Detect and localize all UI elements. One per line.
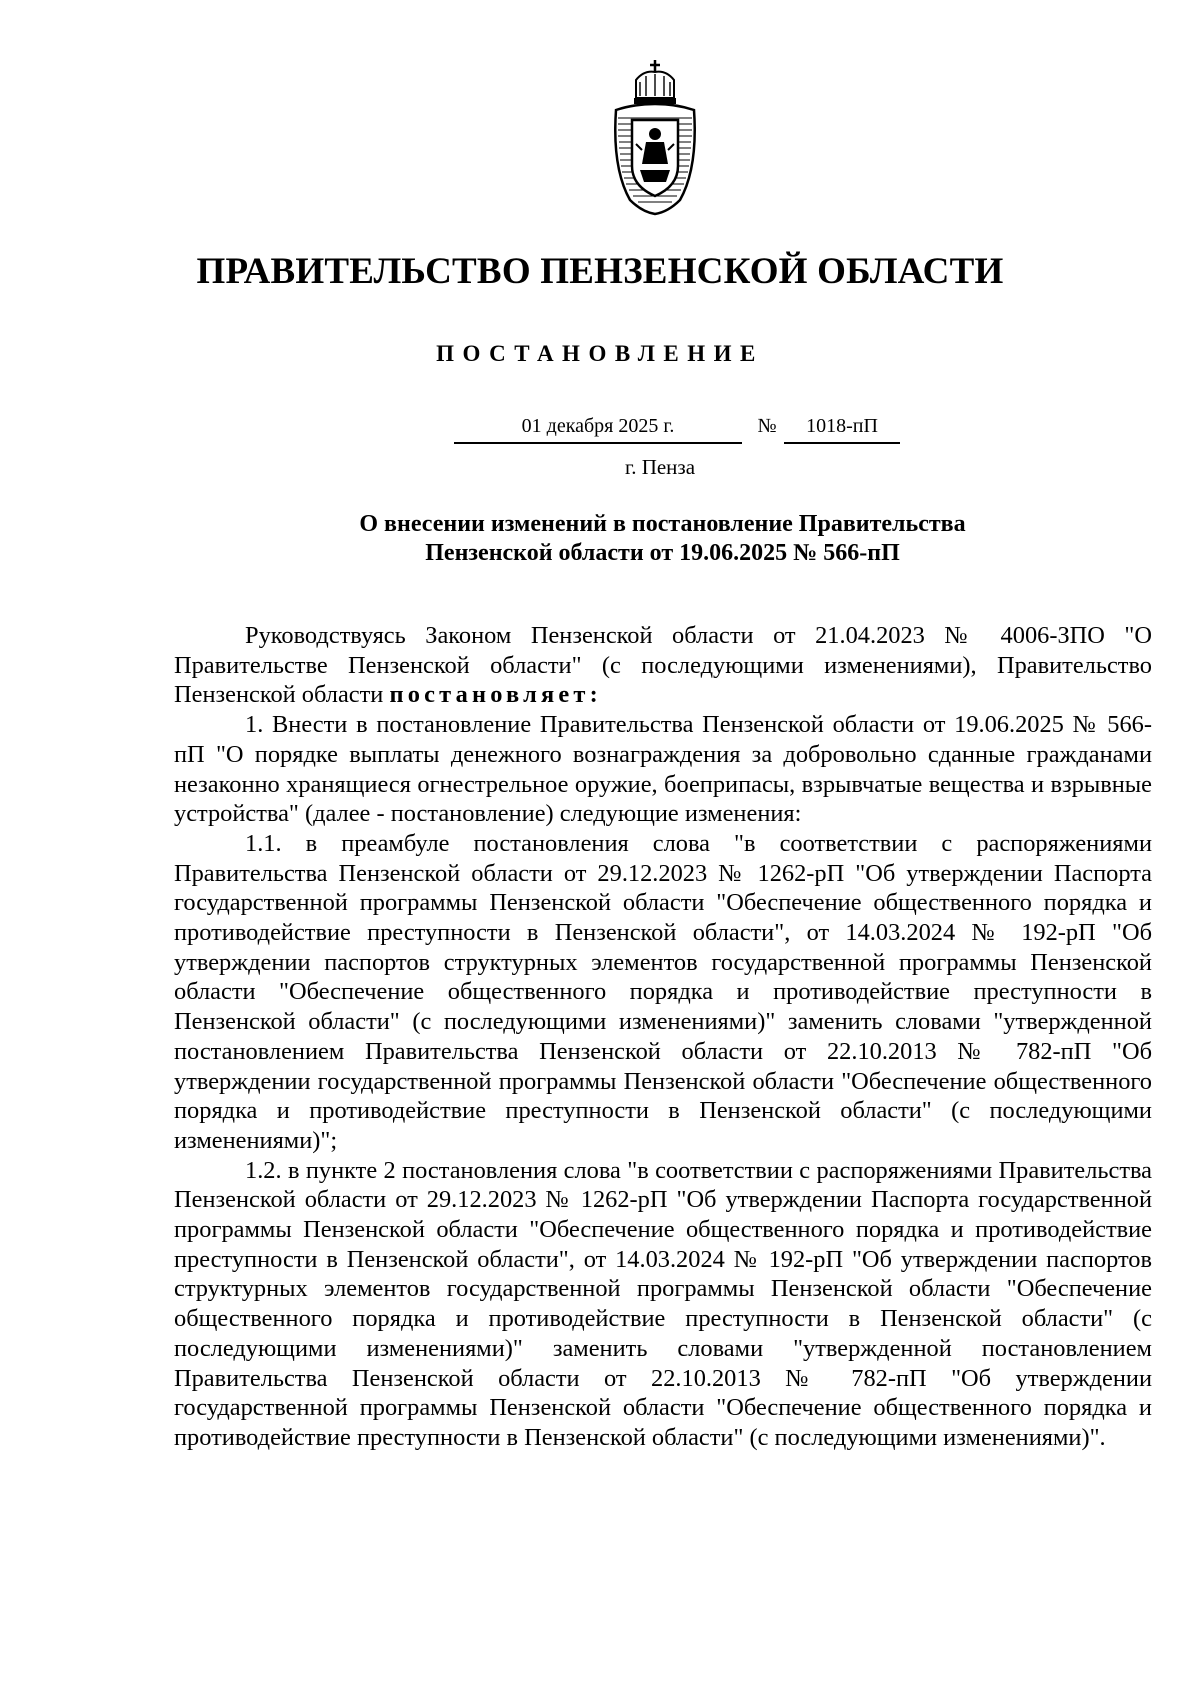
coat-of-arms-icon [606, 58, 704, 216]
organization-title: ПРАВИТЕЛЬСТВО ПЕНЗЕНСКОЙ ОБЛАСТИ [196, 251, 1004, 292]
item-1: 1. Внести в постановление Правительства Пензенской области от 19.06.2025 № 566-пП "О порядке выплаты денежного вознаграждения за добровольно сданные гражданами незаконно хранящиеся огнестрельное оружие, боеприпасы, взрывчатые вещества и взрывные устройства" (далее - постановление) следующие изменения: [174, 711, 1152, 828]
document-subject [290, 510, 1035, 568]
preamble-text: Руководствуясь Законом Пензенской области от 21.04.2023 № 4006-ЗПО "О Правительстве Пензенской области" (с последующими изменениями), Правительство Пензенской области [174, 622, 1152, 709]
decree-word: постановляет: [389, 681, 602, 709]
number-sign: № [757, 415, 777, 437]
item-1-2: 1.2. в пункте 2 постановления слова "в соответствии с распоряжениями Правительства Пензенской области от 29.12.2023 № 1262-рП "Об утверждении Паспорта государственной программы Пензенской области "Обеспечение общественного порядка и противодействие преступности в Пензенской области", от 14.03.2024 № 192-рП "Об утверждении паспортов структурных элементов государственной программы Пензенской области "Обеспечение общественного порядка и противодействие преступности в Пензенской области" (с последующими изменениями)" заменить словами "утвержденной постановлением Правительства Пензенской области от 22.10.2013 № 782-пП "Об утверждении государственной программы Пензенской области "Обеспечение общественного порядка и противодействие преступности в Пензенской области" (с последующими изменениями)". [174, 1156, 1152, 1451]
subject-line-2: Пензенской области от 19.06.2025 № 566-пП [425, 540, 900, 566]
document-date: 01 декабря 2025 г. [454, 414, 742, 444]
date-number-line [454, 414, 900, 446]
item-1-1: 1.1. в преамбуле постановления слова "в соответствии с распоряжениями Правительства Пензенской области от 29.12.2023 № 1262-рП "Об утверждении Паспорта государственной программы Пензенской области "Обеспечение общественного порядка и противодействие преступности в Пензенской области", от 14.03.2024 № 192-рП "Об утверждении паспортов структурных элементов государственной программы Пензенской области "Обеспечение общественного порядка и противодействие преступности в Пензенской области" (с последующими изменениями)" заменить словами "утвержденной постановлением Правительства Пензенской области от 22.10.2013 № 782-пП "Об утверждении государственной программы Пензенской области "Обеспечение общественного порядка и противодействие преступности в Пензенской области" (с последующими изменениями)"; [174, 829, 1152, 1154]
city: г. Пенза [624, 455, 696, 479]
document-body [174, 621, 1152, 1453]
preamble-paragraph [174, 621, 1152, 710]
subject-line-1: О внесении изменений в постановление Правительства [359, 511, 966, 537]
document-type: ПОСТАНОВЛЕНИЕ [436, 341, 764, 366]
document-number: 1018-пП [784, 414, 900, 444]
